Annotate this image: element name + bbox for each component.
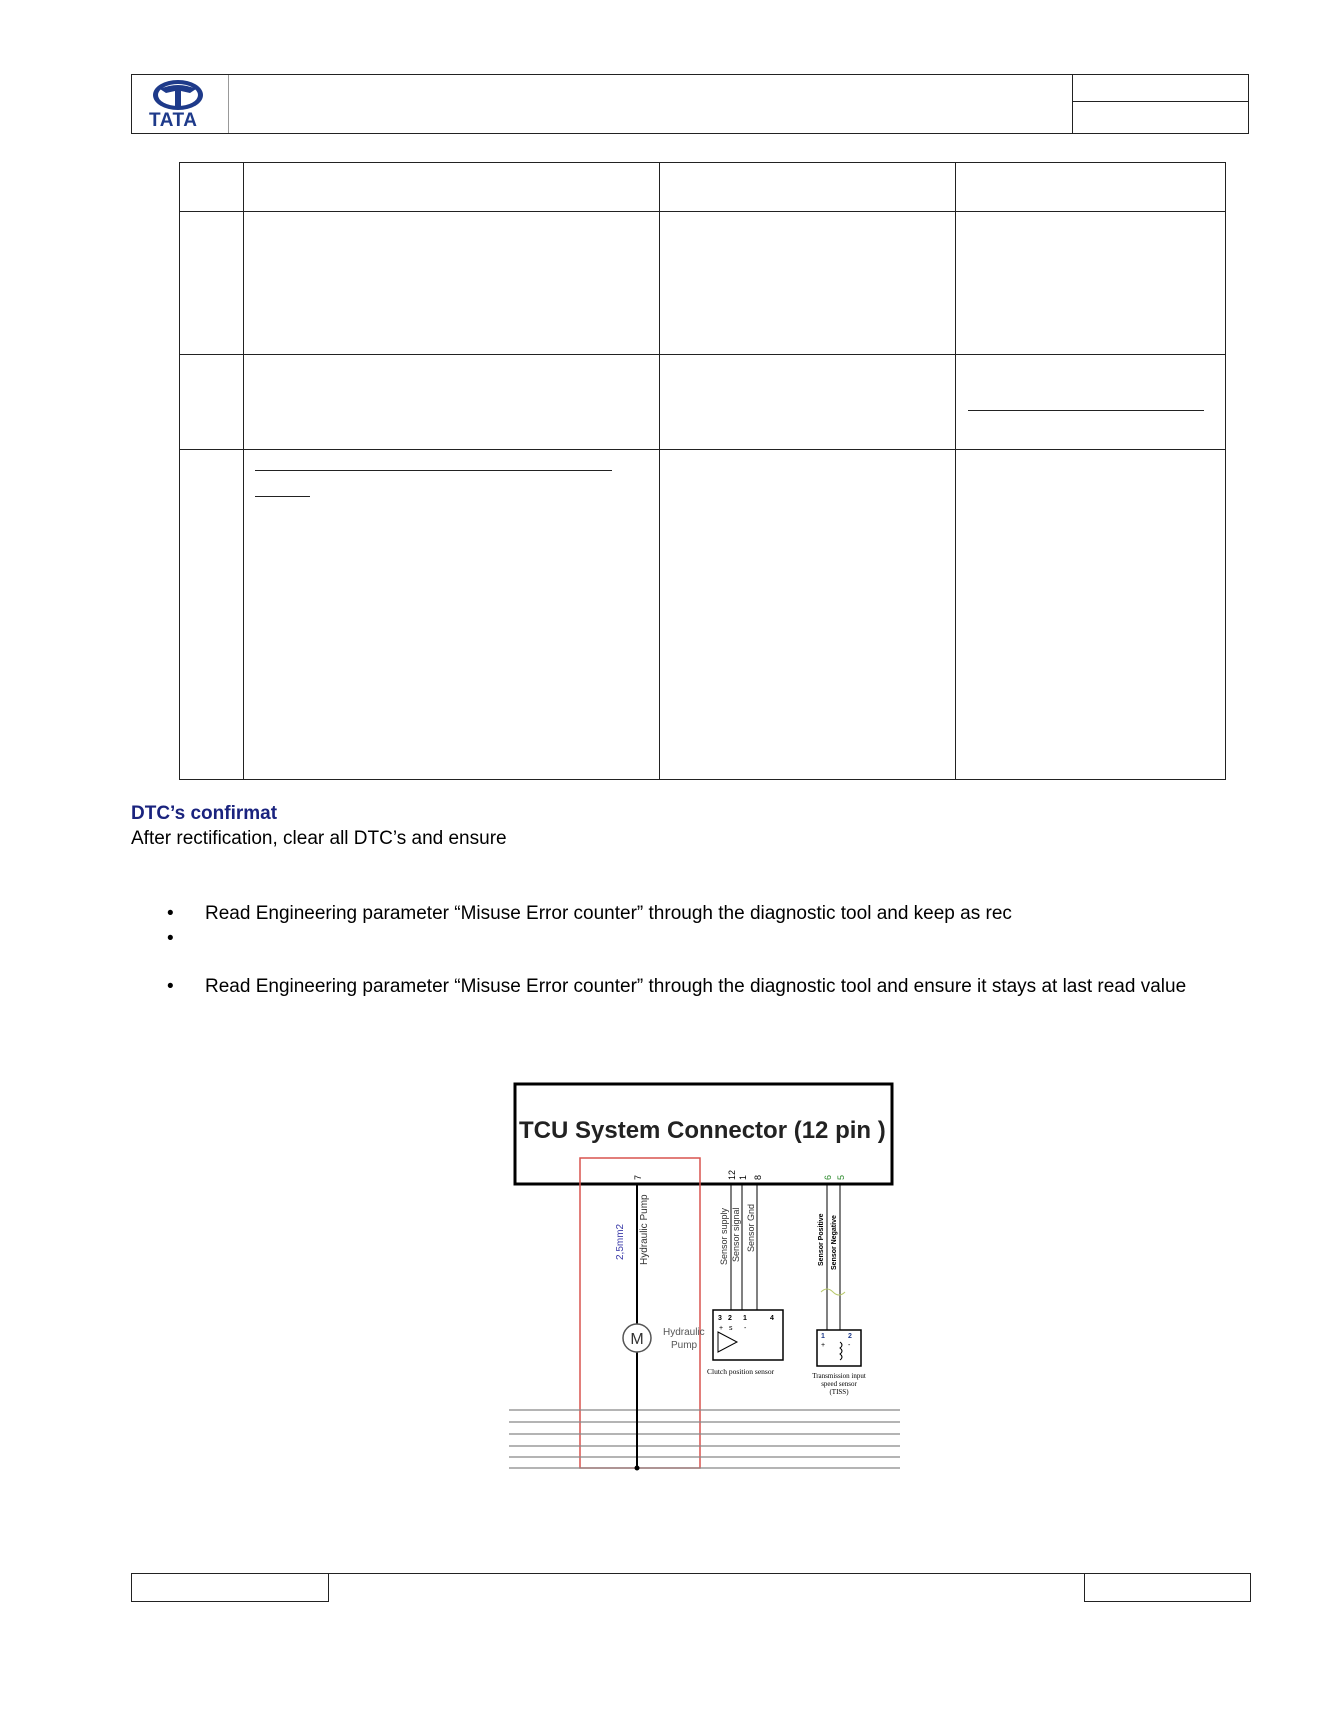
pump-pin-label: 7: [633, 1174, 643, 1180]
tiss-wire-label: Sensor Negative: [831, 1215, 838, 1270]
pump-motor-symbol: M: [630, 1331, 644, 1348]
tiss-label-line2: speed sensor: [821, 1380, 857, 1388]
tiss-label-line3: (TISS): [829, 1388, 849, 1396]
underline-mark: [255, 470, 612, 471]
clutch-terminal: 2: [728, 1315, 732, 1322]
clutch-wire-label: Sensor signal: [731, 1207, 741, 1262]
tiss-terminal: 1: [821, 1333, 825, 1340]
clutch-terminal: 4: [770, 1315, 774, 1322]
clutch-sensor-label: Clutch position sensor: [707, 1367, 775, 1376]
pump-wire-label: Hydraulic Pump: [639, 1194, 650, 1265]
underline-mark: [968, 410, 1204, 411]
procedure-table: [179, 162, 1226, 780]
clutch-terminal: 3: [718, 1315, 722, 1322]
table-row-divider: [180, 449, 1225, 450]
clutch-wire-label: Sensor supply: [719, 1207, 729, 1265]
logo-cell: [132, 75, 229, 133]
tiss-terminal-sign: -: [848, 1342, 851, 1349]
tiss-terminal: 2: [848, 1333, 852, 1340]
clutch-pin-label: 12: [727, 1169, 737, 1180]
tiss-pin-label: 6: [823, 1174, 833, 1180]
header-right-cell: [1072, 75, 1248, 133]
pump-label-line1: Hydraulic: [663, 1327, 705, 1338]
page-footer: [131, 1573, 1251, 1602]
underline-mark: [255, 496, 310, 497]
bullet-text: Read Engineering parameter “Misuse Error counter” through the diagnostic tool and keep as rec: [205, 903, 1012, 924]
tata-logo-icon: [150, 79, 206, 111]
bullet-marker: •: [167, 976, 174, 997]
section-intro: After rectification, clear all DTC’s and ensure: [131, 828, 507, 849]
table-column-divider: [243, 163, 244, 779]
clutch-wire-label: Sensor Gnd: [746, 1203, 756, 1252]
clutch-pin-label: 8: [753, 1174, 763, 1180]
table-column-divider: [659, 163, 660, 779]
logo-text: TATA: [149, 110, 198, 131]
section-heading: DTC’s confirmat: [131, 803, 278, 824]
page-header: [131, 74, 1249, 134]
clutch-terminal-sign: -: [744, 1325, 747, 1332]
tiss-pin-label: 5: [836, 1174, 846, 1180]
tiss-wire-label: Sensor Positive: [818, 1213, 825, 1266]
table-row-divider: [180, 354, 1225, 355]
connector-title: TCU System Connector (12 pin ): [519, 1117, 886, 1144]
clutch-terminal: 1: [743, 1315, 747, 1322]
pump-wire-size: 2,5mm2: [615, 1223, 626, 1260]
pump-label-line2: Pump: [671, 1340, 698, 1351]
bullet-marker: •: [167, 928, 174, 949]
bullet-text: Read Engineering parameter “Misuse Error counter” through the diagnostic tool and ensure it stays at last read value: [205, 976, 1187, 997]
tiss-terminal-sign: +: [821, 1342, 826, 1349]
bullet-marker: •: [167, 903, 174, 924]
tiss-label-line1: Transmission input: [812, 1372, 866, 1380]
footer-right-box: [1084, 1573, 1251, 1602]
table-row-divider: [180, 211, 1225, 212]
table-column-divider: [955, 163, 956, 779]
clutch-pin-label: 1: [738, 1174, 748, 1180]
clutch-terminal-sign: +: [719, 1325, 724, 1332]
clutch-terminal-sign: s: [729, 1325, 733, 1332]
wiring-diagram: [505, 1080, 905, 1480]
footer-left-box: [131, 1573, 329, 1602]
